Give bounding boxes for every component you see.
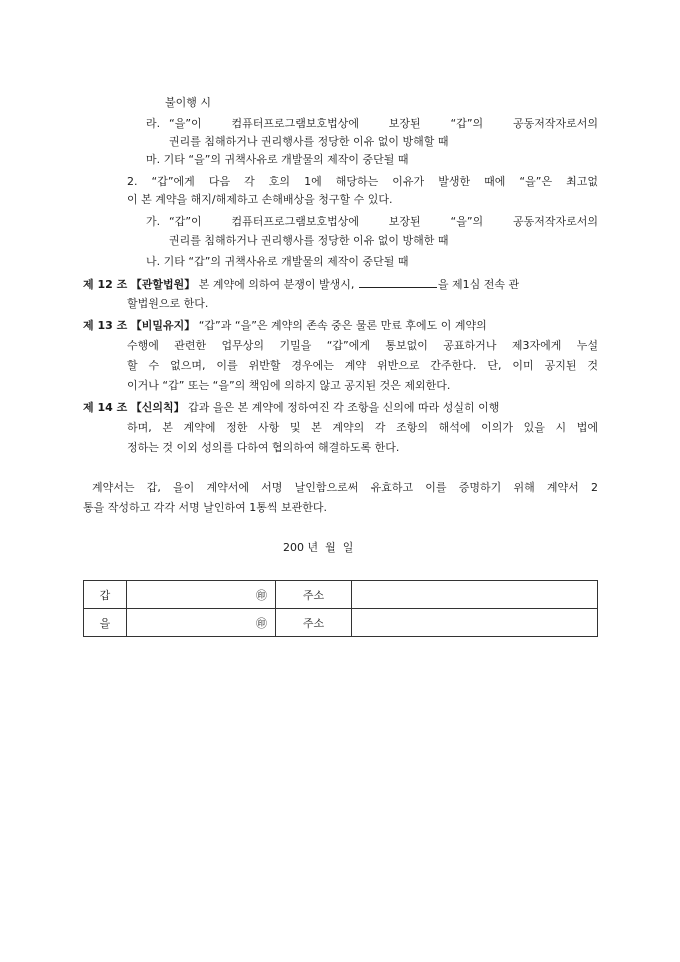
article-12-text-a: 본 계약에 의하여 분쟁이 발생시, [198, 278, 355, 291]
article-14-number: 제 14 조 [83, 401, 128, 414]
paragraph-2-line2: 이 본 계약을 해지/해제하고 손해배상을 청구할 수 있다. [127, 193, 393, 206]
address-field-eul[interactable] [352, 609, 598, 637]
paragraph-2-line1: 2. “갑”에게 다음 각 호의 1에 해당하는 이유가 발생한 때에 “을”은 최고없 [127, 175, 598, 188]
article-13-title: 【비밀유지】 [130, 319, 196, 332]
article-14-line3: 정하는 것 이외 성의를 다하여 협의하여 해결하도록 한다. [127, 441, 400, 454]
continuation-text: 불이행 시 [165, 96, 212, 109]
signature-field-eul[interactable] [127, 609, 276, 637]
signature-field-gap[interactable] [127, 581, 276, 609]
item-ga-line2: 권리를 침해하거나 권리행사를 정당한 이유 없이 방해한 때 [169, 234, 449, 247]
item-ra-label: 라. [146, 117, 161, 130]
signature-row-gap [84, 581, 598, 609]
signature-row-eul [84, 609, 598, 637]
article-13-line2: 수행에 관련한 업무상의 기밀을 “갑”에게 통보없이 공표하거나 제3자에게 누설 [127, 339, 598, 352]
article-13-line3: 할 수 없으며, 이를 위반할 경우에는 계약 위반으로 간주한다. 단, 이미 공지된 것 [127, 359, 598, 372]
article-14-line2: 하며, 본 계약에 정한 사항 및 본 계약의 각 조항의 해석에 이의가 있을 시 법에 [127, 421, 598, 434]
address-label-eul: 주소 [276, 609, 352, 637]
item-na: 나. 기타 “갑”의 귀책사유로 개발물의 제작이 중단될 때 [146, 255, 409, 268]
party-label-gap: 갑 [84, 581, 127, 609]
item-ga-label: 가. [146, 215, 161, 228]
address-field-gap[interactable] [352, 581, 598, 609]
court-name-blank[interactable] [359, 276, 437, 288]
item-ma: 마. 기타 “을”의 귀책사유로 개발물의 제작이 중단될 때 [146, 153, 409, 166]
closing-line2: 통을 작성하고 각각 서명 날인하여 1통씩 보관한다. [83, 501, 327, 514]
signature-table [83, 580, 598, 637]
item-ra-line1: “을”이 컴퓨터프로그램보호법상에 보장된 “갑”의 공동저작자로서의 [169, 117, 598, 130]
article-13-heading [83, 318, 598, 334]
item-ra-line2: 권리를 침해하거나 권리행사를 정당한 이유 없이 방해할 때 [169, 135, 449, 148]
item-ga-line1: “갑”이 컴퓨터프로그램보호법상에 보장된 “을”의 공동저작자로서의 [169, 215, 598, 228]
seal-mark-gap: ㊞ [256, 588, 267, 602]
contract-date: 200 년 월 일 [283, 541, 354, 554]
article-12-line2: 할법원으로 한다. [127, 297, 209, 310]
seal-mark-eul: ㊞ [256, 616, 267, 630]
article-14-heading [83, 400, 598, 416]
article-13-line4: 이거나 “갑” 또는 “을”의 책임에 의하지 않고 공지된 것은 제외한다. [127, 379, 451, 392]
party-label-eul: 을 [84, 609, 127, 637]
article-13-line1: “갑”과 “을”은 계약의 존속 중은 물론 만료 후에도 이 계약의 [198, 319, 487, 332]
article-13-number: 제 13 조 [83, 319, 128, 332]
article-14-title: 【신의칙】 [130, 401, 185, 414]
article-12-text-b: 을 제1심 전속 관 [437, 278, 520, 291]
article-12-number: 제 12 조 [83, 278, 128, 291]
article-12-heading [83, 276, 519, 292]
address-label-gap: 주소 [276, 581, 352, 609]
closing-line1: 계약서는 갑, 을이 계약서에 서명 날인함으로써 유효하고 이를 증명하기 위해 계약서 2 [92, 481, 598, 494]
article-14-line1: 갑과 을은 본 계약에 정하여진 각 조항을 신의에 따라 성실히 이행 [188, 401, 500, 414]
article-12-title: 【관할법원】 [130, 278, 196, 291]
